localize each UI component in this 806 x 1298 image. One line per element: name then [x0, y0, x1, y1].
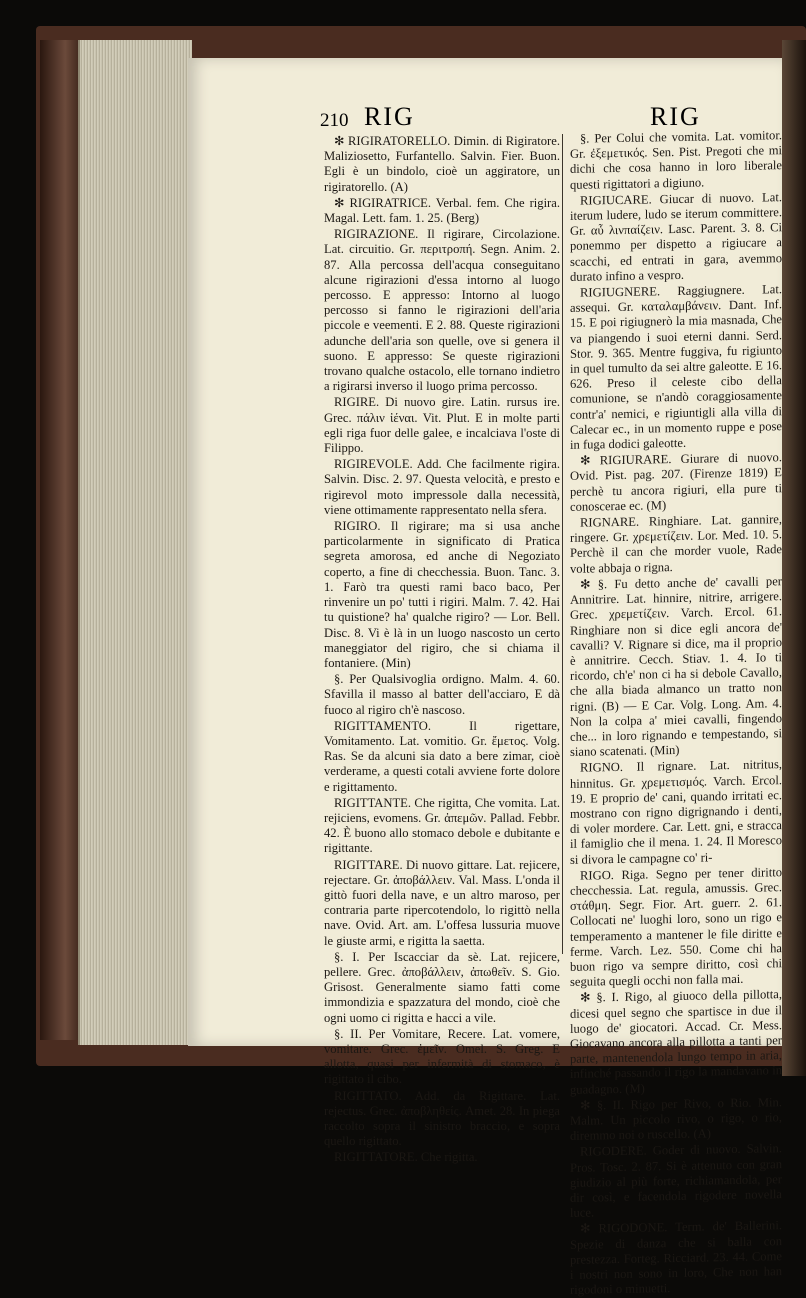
- entry-rigittatore: RIGITTATORE. Che rigitta.: [334, 1150, 478, 1165]
- entry-rigiurare: ✻ RIGIURARE. Giurare di nuovo. Ovid. Pist. pag. 207. (Firenze 1819) E perchè tu ancora rigiuri, ella pure ti conoscerae ec. (M): [570, 450, 782, 514]
- entry-rigiratrice: ✻ RIGIRATRICE. Verbal. fem. Che rigira. Magal. Lett. fam. 1. 25. (Berg): [324, 195, 560, 226]
- entry-rigiro: RIGIRO. Il rigirare; ma si usa anche particolarmente in significato di Pratica segreta amorosa, ed anche di Negoziato coperto, a fine di checchessia. Buon. Tanc. 3. 1. Farò tra questi rami baco baco, Per rinvenire un po' tutti i rigiri. Malm. 7. 42. Hai tu quistione? ha' qualche rigiro? — Lor. Bell. Disc. 8. Vi è là in un luogo nascosto un certo maneggiator del rigiro, che si chiama il fontaniere. (Min): [324, 519, 560, 670]
- entry-rigodone: ✻ RIGODONE. Term. de' Ballerini. Spezie di danza che si balla con prestezza. Forteg. Ricciard. 23. 44. Come i nostri non sono in loro, Che non han rigodoni o minuetti.: [570, 1218, 782, 1298]
- entry-rigno: RIGNO. Il rignare. Lat. nitritus, hinnitus. Gr. χρεμετισμός. Varch. Ercol. 19. E proprio de' cani, quando irritati ec. mostrano con rigno digrignando i denti, di voler mordere. Car. Lett. gni, e stracca il famiglio che il mena. 1. 24. Il Moresco si divora le campagne co' ri-: [570, 757, 782, 867]
- entry-rigittare-sense-2: §. II. Per Vomitare, Recere. Lat. vomere, vomitare. Grec. ἐμεῖν. Omel. S. Greg. E allotta, quasi per infermità di stomaco, è rigittato il cibo.: [324, 1026, 560, 1087]
- page-number: 210: [320, 110, 349, 131]
- page-edges: [78, 40, 192, 1045]
- entry-rignare-sense: ✻ §. Fu detto anche de' cavalli per Annitrire. Lat. hinnire, nitrire, arrigere. Grec. χρεμετίζειν. Varch. Ercol. 61. Ringhiare non si dice egli ancora de' cavalli? V. Rignare si dice, ma il proprio è annitrire. Cecch. Stiav. 1. 4. Io ti ricordo, ch'e' non ci ha si debole Cavallo, che alla biada almanco un tratto non rigni. (B) — E Car. Volg. Long. Am. 4. Non la colpa a' miei cavalli, fingendo che... in loro rignando e tempestando, si siano scatenati. (Min): [570, 574, 782, 759]
- column-divider: [562, 134, 563, 954]
- entry-rigiro-sense: §. Per Qualsivoglia ordigno. Malm. 4. 60. Sfavilla il masso al batter dell'acciaro, E dà fuoco al rigiro ch'è nascoso.: [324, 672, 560, 717]
- entry-rigiucare: RIGIUCARE. Giucar di nuovo. Lat. iterum ludere, ludo se iterum committere. Gr. αὖ λινπαίζειν. Lasc. Parent. 3. 8. Ci ponemmo per dispetto a rigiucare a scacchi, ed entrati in gara, avemmo durato infino a vespro.: [570, 189, 782, 284]
- running-head-left: RIG: [364, 102, 415, 131]
- entry-rigittato: RIGITTATO. Add. da Rigittare. Lat. rejectus. Grec. ἀποβληθείς. Amet. 28. In piega raccolto sopra il sinistro braccio, e sopra quello rigittato.: [324, 1088, 560, 1149]
- entry-rigittatore-sense: §. Per Colui che vomita. Lat. vomitor. Gr. ἐξεμετικός. Sen. Pist. Pregoti che mi dichi che cosa hanno in loro liberale questi rigittatori a digiuno.: [570, 128, 782, 192]
- facing-page-edge: [782, 40, 806, 1076]
- entry-rigittamento: RIGITTAMENTO. Il rigettare, Vomitamento. Lat. vomitio. Gr. ἔμετος. Volg. Ras. Se da alcuni sia dato a bere zimar, cioè verderame, a questi cotali avviene forte dolore e rigittamento.: [324, 718, 560, 794]
- entry-rigittare: RIGITTARE. Di nuovo gittare. Lat. rejicere, rejectare. Gr. ἀποβάλλειν. Val. Mass. L'onda il gittò fuori della nave, e un altro maroso, per contraria parte ripercotendolo, lo rigittò nella nave. Ovid. Art. am. L'offesa lussuria muove le giuste armi, e rigitta la saetta.: [324, 857, 560, 948]
- entry-rigire: RIGIRE. Di nuovo gire. Latin. rursus ire. Grec. πάλιν ἰέναι. Vit. Plut. E in molte parti egli riga fuor delle galee, e incalciava l'oste di Filippo.: [324, 395, 560, 456]
- entry-rigiugnere: RIGIUGNERE. Raggiugnere. Lat. assequi. Gr. καταλαμβάνειν. Dant. Inf. 15. E poi rigiugnerò la mia masnada, Che va piangendo i suoi eterni danni. Serd. Stor. 9. 365. Mentre fuggiva, fu rigiunto in quel tumulto da sei altre galeotte. E 16. 626. Preso il celeste cibo della comunione, se n'andò coraggiosamente contr'a' nemici, e rigiuntigli alla villa di Calecar ec., in un momento ruppe e pose in fuga dodici galeotte.: [570, 282, 782, 452]
- entry-rigittante: RIGITTANTE. Che rigitta, Che vomita. Lat. rejiciens, evomens. Gr. ἀπεμῶν. Pallad. Febbr. 42. È buono allo stomaco debole e dubitante e rigittante.: [324, 795, 560, 856]
- book-spine: [40, 40, 82, 1040]
- entry-rigiratorello: ✻ RIGIRATORELLO. Dimin. di Rigiratore. Maliziosetto, Furfantello. Salvin. Fier. Buon. Egli è un bindolo, cioè un aggiratore, un rigiratorello. (A): [324, 134, 560, 194]
- entry-rigo: RIGO. Riga. Segno per tener diritto checchessia. Lat. regula, amussis. Grec. στάθμη. Segr. Fior. Art. guerr. 2. 61. Collocati ne' luoghi loro, sono un rigo e temperamento a mantener le file diritte e ferme. Varch. Lez. 550. Come chi ha buon rigo va sempre diritto, così chi seguita quegli occhi non falla mai.: [570, 864, 782, 990]
- running-head-right: RIG: [650, 102, 701, 131]
- entry-rigirevole: RIGIREVOLE. Add. Che facilmente rigira. Salvin. Disc. 2. 97. Questa velocità, e presto e rigirevol moto impressole dalla necessità, viene ottimamente rappresentato nella sfera.: [324, 457, 560, 517]
- entry-rigo-sense-1: ✻ §. I. Rigo, al giuoco della pillotta, dicesi quel segno che spartisce in due il luogo de' giocatori. Accad. Cr. Mess. Giocavano ancora alla pillotta a tanti per parte, mantenendola lungo tempo in aria, infinché passando il rigo la mandavano in guadagno. (M): [570, 987, 782, 1097]
- entry-rigodere: RIGODERE. Goder di nuovo. Salvin. Pros. Tosc. 2. 87. Si è attenuto con gran giudizio al più forte, richiamandola, per dir così, e facendola rigodere novella luce.: [570, 1141, 782, 1221]
- column-left: [324, 134, 560, 1165]
- column-right: [570, 128, 782, 1298]
- entry-rigittare-sense-1: §. I. Per Iscacciar da sè. Lat. rejicere, pellere. Grec. ἀποβάλλειν, ἀπωθεῖν. S. Gio. Grisost. Generalmente siamo fatti come immondizia e spazzatura del mondo, cioè che ogni uomo ci rigitta e hacci a vile.: [324, 949, 560, 1025]
- entry-rignare: RIGNARE. Ringhiare. Lat. gannire, ringere. Gr. χρεμετίζειν. Lor. Med. 10. 5. Perchè il can che morder vuole, Rade volte abbaja o rigna.: [570, 512, 782, 576]
- entry-rigo-sense-2: ✻ §. II. Rigo per Rivo, o Rio. Min. Malm. Un piccolo rivo, o rigo, o rio, diremmo noi o ruscello. (A): [570, 1094, 782, 1144]
- entry-rigirazione: RIGIRAZIONE. Il rigirare, Circolazione. Lat. circuitio. Gr. περιτροπή. Segn. Anim. 2. 87. Alla percossa dell'acqua conseguitano alcune rigirazioni d'essa intorno al luogo percosso. E appresso: Intorno al luogo percosso si fanno le rigirazioni dell'aria piccole e veementi. E 2. 88. Queste rigirazioni adunche dell'aria son quelle, ove si genera il suono. E appresso: Se queste rigirazioni trovano qualche ostacolo, elle tornano indietro a rigirarsi inverso il luogo prima percosso.: [324, 227, 560, 394]
